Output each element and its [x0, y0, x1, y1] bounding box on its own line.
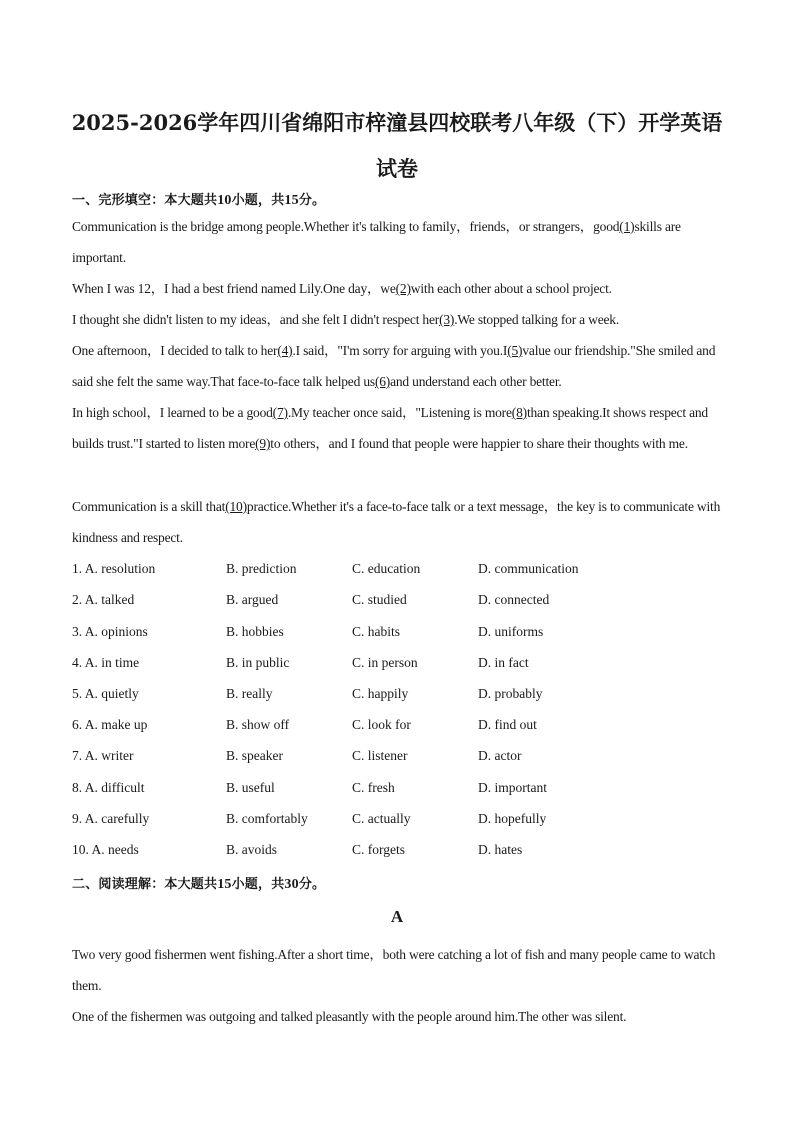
option-b: B. in public [226, 655, 290, 670]
cloze-paragraph-2: When I was 12，I had a best friend named Lily.One day，we(2)with each other about a school project. [72, 281, 612, 296]
option-d: D. communication [478, 561, 579, 576]
blank-2: (2) [395, 281, 411, 296]
option-b: B. hobbies [226, 624, 284, 639]
option-c: C. studied [352, 592, 407, 607]
option-b: B. prediction [226, 561, 297, 576]
option-b: B. argued [226, 592, 279, 607]
cloze-paragraph-5: In high school，I learned to be a good(7).My teacher once said，"Listening is more(8)than speaking.It shows respect and builds trust."I started to listen more(9)to others，and I found that people were happier to share their thoughts with me. [72, 405, 708, 452]
option-row-4 [0, 655, 794, 675]
option-row-2 [0, 592, 794, 612]
page-title [60, 100, 734, 192]
option-a: 5. A. quietly [72, 686, 139, 701]
option-c: C. education [352, 561, 421, 576]
cloze-paragraph-3: I thought she didn't listen to my ideas，and she felt I didn't respect her(3).We stopped talking for a week. [72, 312, 620, 327]
option-c: C. look for [352, 717, 411, 732]
option-d: D. uniforms [478, 624, 544, 639]
option-row-7 [0, 748, 794, 768]
option-d: D. actor [478, 748, 522, 763]
passage-a-label: A [390, 907, 404, 926]
option-c: C. in person [352, 655, 418, 670]
option-row-8 [0, 780, 794, 800]
passage-a-paragraph-1: Two very good fishermen went fishing.After a short time，both were catching a lot of fish and many people came to watch them. [72, 947, 716, 994]
option-d: D. probably [478, 686, 543, 701]
cloze-paragraph-4: One afternoon，I decided to talk to her(4).I said，"I'm sorry for arguing with you.I(5)value our friendship."She smiled and said she felt the same way.That face-to-face talk helped us(6)and understand each other better. [72, 343, 716, 390]
title-line-2: 试卷 [376, 156, 418, 181]
option-a: 10. A. needs [72, 842, 139, 857]
passage-a-paragraph-2: One of the fishermen was outgoing and talked pleasantly with the people around him.The other was silent. [72, 1009, 627, 1024]
option-c: C. fresh [352, 780, 395, 795]
title-line-1: 2025-2026学年四川省绵阳市梓潼县四校联考八年级（下）开学英语 [71, 110, 723, 135]
option-b: B. useful [226, 780, 275, 795]
option-d: D. hates [478, 842, 523, 857]
option-c: C. forgets [352, 842, 405, 857]
option-b: B. show off [226, 717, 290, 732]
option-a: 1. A. resolution [72, 561, 156, 576]
option-b: B. avoids [226, 842, 278, 857]
option-row-3 [0, 624, 794, 644]
option-d: D. connected [478, 592, 550, 607]
blank-10: (10) [225, 499, 247, 514]
option-row-9 [0, 811, 794, 831]
option-a: 3. A. opinions [72, 624, 148, 639]
option-d: D. find out [478, 717, 537, 732]
option-b: B. really [226, 686, 273, 701]
cloze-paragraph-6: Communication is a skill that(10)practice.Whether it's a face-to-face talk or a text message，the key is to communicate with kindness and respect. [72, 499, 721, 546]
option-d: D. important [478, 780, 547, 795]
option-a: 7. A. writer [72, 748, 134, 763]
cloze-paragraph-1: Communication is the bridge among people.Whether it's talking to family，friends，or strangers，good(1)skills are important. [72, 219, 681, 266]
option-c: C. actually [352, 811, 411, 826]
option-d: D. in fact [478, 655, 529, 670]
option-a: 6. A. make up [72, 717, 148, 732]
blank-9: (9) [255, 436, 271, 452]
option-c: C. habits [352, 624, 401, 639]
option-a: 4. A. in time [72, 655, 140, 670]
option-row-5 [0, 686, 794, 706]
option-c: C. happily [352, 686, 409, 701]
option-a: 2. A. talked [72, 592, 135, 607]
blank-4: (4) [277, 343, 293, 358]
option-c: C. listener [352, 748, 408, 763]
blank-5: (5) [507, 343, 523, 358]
option-row-1 [0, 561, 794, 581]
option-a: 9. A. carefully [72, 811, 150, 826]
blank-3: (3) [439, 312, 455, 327]
option-b: B. comfortably [226, 811, 308, 826]
option-row-10 [0, 842, 794, 862]
section-2-heading: 二、阅读理解：本大题共15小题，共30分。 [72, 877, 326, 892]
option-d: D. hopefully [478, 811, 547, 826]
section-1-heading: 一、完形填空：本大题共10小题，共15分。 [72, 193, 326, 208]
blank-7: (7) [272, 405, 288, 420]
option-row-6 [0, 717, 794, 737]
blank-8: (8) [511, 405, 527, 420]
blank-6: (6) [374, 374, 391, 390]
blank-1: (1) [619, 219, 635, 234]
option-a: 8. A. difficult [72, 780, 145, 795]
option-b: B. speaker [226, 748, 283, 763]
